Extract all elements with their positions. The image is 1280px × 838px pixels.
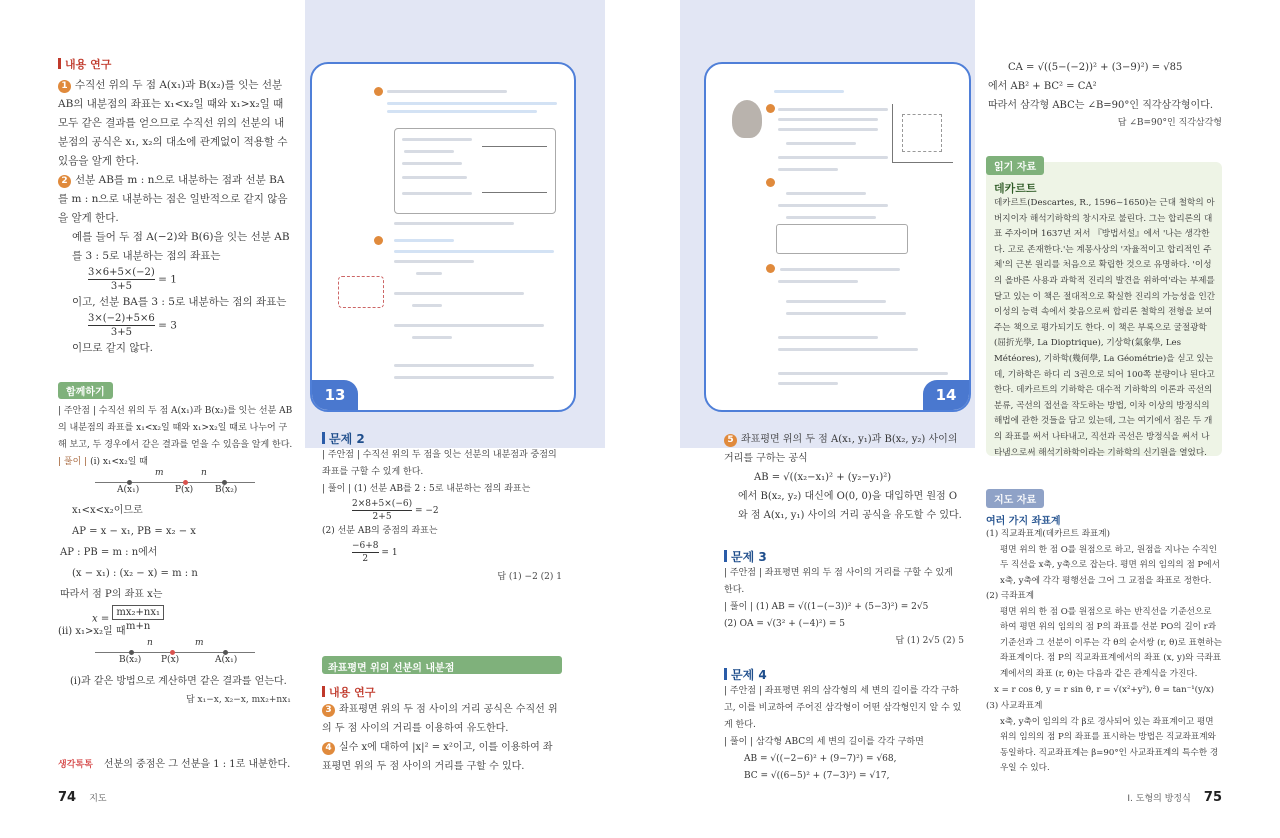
together-intro: | 주안점 | 수직선 위의 두 점 A(x₁)과 B(x₂)를 잇는 선분 AB의 내분점의 좌표를 x₁<x₂일 때와 x₁>x₂일 때로 나누어 구해 보고, 두 경우에서 같은 결과를 얻을 수 있음을 알게 한다. bbox=[58, 406, 293, 450]
problem-4 bbox=[724, 666, 964, 785]
problem-2-bar bbox=[322, 432, 325, 444]
page14-line bbox=[778, 372, 948, 375]
problem-2-denominator-2: 2 bbox=[362, 554, 369, 564]
page13-line bbox=[402, 192, 472, 195]
problem-2-numerator-1: 2×8+5×(−6) bbox=[352, 499, 413, 509]
left-column bbox=[58, 56, 293, 358]
derivation bbox=[60, 500, 297, 633]
problem-4-line-2: BC = √((6−5)² + (7−3)²) = √17, bbox=[744, 771, 890, 781]
right-page-number: 75 bbox=[1203, 790, 1222, 805]
textbook-page-13 bbox=[310, 62, 576, 412]
tip-box bbox=[58, 752, 298, 771]
item-number-2: 2 bbox=[58, 175, 71, 188]
problem-2-solution: | 풀이 | (1) 선분 AB를 2 : 5로 내분하는 점의 좌표는 bbox=[322, 484, 531, 494]
reading-title: 데카르트 bbox=[994, 182, 1037, 195]
ca-answer: 답 ∠B=90°인 직각삼각형 bbox=[1117, 118, 1222, 128]
page13-line bbox=[394, 260, 474, 263]
case-2-text: (i)과 같은 방법으로 계산하면 같은 결과를 얻는다. bbox=[70, 676, 287, 687]
problem-3-title-text: 문제 3 bbox=[731, 550, 767, 564]
page13-line bbox=[394, 239, 454, 242]
case-2-answer: 답 x₁−x, x₂−x, mx₂+nx₁ bbox=[186, 695, 291, 705]
problem-2-answer: 답 (1) −2 (2) 1 bbox=[497, 572, 562, 582]
page14-bullet-4 bbox=[766, 178, 775, 187]
number-line-1-label-a: A(x₁) bbox=[117, 485, 140, 495]
example-end: 이므로 같지 않다. bbox=[72, 342, 154, 354]
page14-bullet-5 bbox=[766, 264, 775, 273]
number-line-2-label-p: P(x) bbox=[161, 655, 180, 665]
problem-2-solution-2: (2) 선분 AB의 중점의 좌표는 bbox=[322, 526, 438, 536]
guide-item-2-title: (2) 극좌표계 bbox=[986, 591, 1035, 601]
example-formula-1 bbox=[58, 266, 293, 293]
guide-label-text: 지도 자료 bbox=[994, 495, 1037, 506]
page13-number-line bbox=[482, 146, 547, 147]
section-header-text: 좌표평면 위의 선분의 내분점 bbox=[328, 663, 455, 674]
page14-line bbox=[778, 118, 878, 121]
problem-2 bbox=[322, 430, 562, 582]
tip-label: 생각톡톡 bbox=[58, 760, 93, 770]
page13-line bbox=[394, 376, 554, 379]
guide-item-3-text: x축, y축이 임의의 각 β로 경사되어 있는 좌표계이고 평면 위의 임의의 점 P의 좌표를 표시하는 방법은 직교좌표계와 동일하다. 직교좌표계는 β=90°인 사교좌표계의 특수한 경우일 수 있다. bbox=[1000, 716, 1219, 773]
content-heading-2-text: 내용 연구 bbox=[329, 686, 376, 699]
page14-line bbox=[778, 108, 888, 111]
example-formula-2 bbox=[58, 312, 293, 339]
number-line-2-label-a: A(x₁) bbox=[215, 655, 238, 665]
content-item-4-text: 실수 x에 대하여 |x|² = x²이고, 이를 이용하여 좌표평면 위의 두 점 사이의 거리를 구할 수 있다. bbox=[322, 742, 553, 772]
ca-relation: 에서 AB² + BC² = CA² bbox=[988, 81, 1097, 92]
page14-line bbox=[778, 382, 838, 385]
problem-3-solution-2: (2) OA = √(3² + (−4)²) = 5 bbox=[724, 619, 845, 629]
item-number-5: 5 bbox=[724, 434, 737, 447]
item-number-4: 4 bbox=[322, 742, 335, 755]
problem-2-result-1: = −2 bbox=[414, 506, 439, 516]
problem-3-solution-1: | 풀이 | (1) AB = √((1−(−3))² + (5−3)²) = 2√5 bbox=[724, 602, 929, 612]
page13-line bbox=[394, 364, 534, 367]
case-2-label: (ii) x₁>x₂일 때 bbox=[58, 626, 126, 637]
number-line-1-axis bbox=[95, 482, 255, 483]
example-result-2: = 3 bbox=[158, 319, 177, 332]
derivation-line-2: AP = x − x₁, PB = x₂ − x bbox=[72, 526, 196, 537]
content-heading bbox=[58, 56, 293, 72]
solution-tag: | 풀이 | bbox=[58, 457, 88, 467]
content-research-2 bbox=[322, 684, 562, 776]
page13-bullet-2 bbox=[374, 236, 383, 245]
page13-line bbox=[394, 324, 544, 327]
page14-line bbox=[786, 300, 886, 303]
page14-line bbox=[778, 128, 878, 131]
example-result-1: = 1 bbox=[158, 273, 177, 286]
reading-box bbox=[986, 162, 1222, 456]
number-line-2-label-m: m bbox=[195, 638, 204, 648]
page14-line bbox=[778, 336, 878, 339]
page14-line bbox=[786, 142, 856, 145]
problem-2-numerator-2: −6+8 bbox=[352, 541, 379, 551]
left-page-number: 74 bbox=[58, 790, 77, 805]
together-section bbox=[58, 380, 293, 471]
page13-side-note bbox=[338, 276, 384, 308]
number-line-1-label-p: P(x) bbox=[175, 485, 194, 495]
example-denominator-1: 3+5 bbox=[110, 281, 132, 292]
example-denominator-2: 3+5 bbox=[110, 327, 132, 338]
problem-4-title bbox=[724, 666, 964, 683]
page14-line bbox=[780, 268, 900, 271]
page13-line bbox=[394, 222, 514, 225]
number-line-2-axis bbox=[95, 652, 255, 653]
guide-item-2-text: 평면 위의 한 점 O를 원점으로 하는 반직선을 기준선으로 하여 평면 위의 임의의 점 P의 좌표를 선분 PO의 길이 r과 기준선과 그 선분이 이루는 각 θ의 순서쌍 (r, θ)로 표현하는 좌표계이다. 점 P의 직교좌표계에서의 좌표 (x, y)와 극좌표계에서의 좌표 (r, θ)는 다음과 같은 관계식을 가진다. bbox=[1000, 606, 1222, 679]
content-item-5 bbox=[724, 430, 964, 468]
page14-formula-box bbox=[776, 224, 908, 254]
page13-line bbox=[412, 304, 442, 307]
textbook-page-14 bbox=[704, 62, 971, 412]
ca-formula: CA = √((5−(−2))² + (3−9)²) = √85 bbox=[1008, 62, 1183, 73]
left-page-footer bbox=[58, 786, 107, 805]
content-item-5-block bbox=[724, 430, 964, 525]
content-heading-2 bbox=[322, 684, 562, 700]
problem-3 bbox=[724, 548, 964, 646]
page13-line bbox=[394, 250, 554, 253]
tip-text: 선분의 중점은 그 선분을 1 : 1로 내분한다. bbox=[103, 759, 291, 770]
derivation-line-1: x₁<x<x₂이므로 bbox=[72, 505, 143, 516]
problem-2-title-text: 문제 2 bbox=[329, 432, 365, 446]
page13-line bbox=[394, 292, 524, 295]
number-line-2-label-n: n bbox=[147, 638, 153, 648]
number-line-1 bbox=[95, 470, 255, 500]
page13-number: 13 bbox=[312, 380, 358, 410]
item-number-1: 1 bbox=[58, 80, 71, 93]
guide-item-1-title: (1) 직교좌표계(데카르트 좌표계) bbox=[986, 529, 1110, 539]
problem-4-continued bbox=[988, 58, 1222, 128]
problem-2-focus: | 주안점 | 수직선 위의 두 점을 잇는 선분의 내분점과 중점의 좌표를 구할 수 있게 한다. bbox=[322, 450, 557, 477]
page13-line bbox=[412, 336, 452, 339]
case-1-label: (i) x₁<x₂일 때 bbox=[90, 457, 148, 467]
item-number-3: 3 bbox=[322, 704, 335, 717]
page13-line bbox=[387, 102, 557, 105]
problem-2-result-2: = 1 bbox=[381, 548, 398, 558]
guide-item-3-title: (3) 사교좌표계 bbox=[986, 701, 1043, 711]
content-item-2-text: 선분 AB를 m : n으로 내분하는 점과 선분 BA를 m : n으로 내분하는 점은 일반적으로 같지 않음을 알게 한다. bbox=[58, 174, 288, 224]
content-item-3 bbox=[322, 700, 562, 738]
heading-bar bbox=[58, 58, 61, 69]
page14-line bbox=[778, 204, 888, 207]
problem-4-title-text: 문제 4 bbox=[731, 668, 767, 682]
page13-line bbox=[387, 110, 537, 113]
page14-graph-rect bbox=[902, 114, 942, 152]
derivation-line-4: (x − x₁) : (x₂ − x) = m : n bbox=[72, 568, 198, 579]
number-line-1-label-m: m bbox=[155, 468, 164, 478]
page13-line bbox=[402, 162, 462, 165]
content-item-4 bbox=[322, 738, 562, 776]
page13-line bbox=[402, 138, 472, 141]
guide-section bbox=[986, 488, 1222, 777]
problem-2-formula-2 bbox=[322, 540, 562, 565]
content-item-1 bbox=[58, 76, 293, 171]
content-item-3-text: 좌표평면 위의 두 점 사이의 거리 공식은 수직선 위의 두 점 사이의 거리를 이용하여 유도한다. bbox=[322, 704, 558, 734]
content-item-5-text: 좌표평면 위의 두 점 A(x₁, y₁)과 B(x₂, y₂) 사이의 거리를 구하는 공식 bbox=[724, 434, 958, 464]
page14-line bbox=[778, 156, 888, 159]
derivation-denominator: m+n bbox=[126, 621, 151, 632]
page13-bullet-1 bbox=[374, 87, 383, 96]
problem-2-denominator-1: 2+5 bbox=[372, 512, 392, 522]
content-item-1-text: 수직선 위의 두 점 A(x₁)과 B(x₂)를 잇는 선분 AB의 내분점의 좌표는 x₁<x₂일 때와 x₁>x₂일 때 모두 같은 결과를 얻으므로 수직선 위의 선분의 내분점의 공식은 x₁, x₂의 대소에 관계없이 적용할 수 있음을 알게 한다. bbox=[58, 79, 288, 167]
page14-line bbox=[786, 192, 866, 195]
content-heading-text: 내용 연구 bbox=[65, 58, 112, 71]
number-line-2 bbox=[95, 640, 255, 670]
derivation-line-5: 따라서 점 P의 좌표 x는 bbox=[60, 589, 163, 600]
reading-label-text: 읽기 자료 bbox=[994, 162, 1037, 173]
right-page-footer bbox=[1100, 786, 1222, 805]
page13-line bbox=[387, 90, 507, 93]
descartes-portrait bbox=[732, 100, 762, 138]
reading-label bbox=[986, 156, 1044, 175]
page13-number-line bbox=[482, 192, 547, 193]
example-mid: 이고, 선분 BA를 3 : 5로 내분하는 점의 좌표는 bbox=[72, 296, 287, 308]
page13-line bbox=[404, 150, 454, 153]
problem-4-bar bbox=[724, 668, 727, 680]
content-item-2 bbox=[58, 171, 293, 228]
page14-bullet-3 bbox=[766, 104, 775, 113]
page14-line bbox=[778, 348, 918, 351]
ca-conclusion: 따라서 삼각형 ABC는 ∠B=90°인 직각삼각형이다. bbox=[988, 100, 1214, 111]
page14-line bbox=[774, 90, 844, 93]
number-line-1-label-n: n bbox=[201, 468, 207, 478]
example-numerator-1: 3×6+5×(−2) bbox=[88, 267, 155, 278]
page13-line bbox=[402, 176, 467, 179]
guide-item-1-text: 평면 위의 한 점 O를 원점으로 하고, 원점을 지나는 수직인 두 직선을 x축, y축으로 잡는다. 평면 위의 임의의 점 P에서 x축, y축에 각각 평행선을 그어 그 교점을 좌표로 정한다. bbox=[1000, 544, 1220, 586]
together-solution bbox=[58, 454, 293, 471]
right-page-chapter: I. 도형의 방정식 bbox=[1127, 794, 1191, 804]
page13-line bbox=[416, 272, 442, 275]
problem-4-line-1: AB = √((−2−6)² + (9−7)²) = √68, bbox=[744, 754, 897, 764]
section-header bbox=[322, 656, 562, 674]
derivation-line-3: AP : PB = m : n에서 bbox=[60, 547, 158, 558]
page14-number: 14 bbox=[923, 380, 969, 410]
guide-title: 여러 가지 좌표계 bbox=[986, 516, 1061, 527]
problem-3-title bbox=[724, 548, 964, 565]
together-label: 함께하기 bbox=[58, 382, 113, 399]
content-item-5-formula: AB = √((x₂−x₁)² + (y₂−y₁)²) bbox=[754, 472, 892, 483]
page14-line bbox=[778, 168, 838, 171]
left-page-label: 지도 bbox=[89, 794, 107, 804]
page14-line bbox=[778, 280, 858, 283]
derivation-line-6: x = $\frac{\text{mx₂+nx₁}}{m+n}$ bbox=[72, 605, 297, 633]
problem-3-focus: | 주안점 | 좌표평면 위의 두 점 사이의 거리를 구할 수 있게 한다. bbox=[724, 568, 953, 595]
example-intro: 예를 들어 두 점 A(−2)와 B(6)을 잇는 선분 AB를 3 : 5로 내분하는 점의 좌표는 bbox=[72, 231, 290, 262]
number-line-2-label-b: B(x₂) bbox=[119, 655, 142, 665]
content-item-5-text-2: 에서 B(x₂, y₂) 대신에 O(0, 0)을 대입하면 원점 O와 점 A(x₁, y₁) 사이의 거리 공식을 유도할 수 있다. bbox=[738, 491, 962, 521]
example-numerator-2: 3×(−2)+5×6 bbox=[88, 313, 155, 324]
problem-4-focus: | 주안점 | 좌표평면 위의 삼각형의 세 변의 길이를 각각 구하고, 이를 비교하여 주어진 삼각형이 어떤 삼각형인지 알 수 있게 한다. bbox=[724, 686, 962, 730]
derivation-numerator: mx₂+nx₁ bbox=[112, 605, 164, 620]
reading-text: 데카르트(Descartes, R., 1596~1650)는 근대 철학의 아버지이자 해석기하학의 창시자로 불린다. 그는 합리론의 대표 주자이며 1637년 저서 『방법서설』에서 '나는 생각한다. 고로 존재한다.'는 계몽사상의 '자율적이고 합리적인 주체'의 근본 원리를 처음으로 확립한 것으로 유명하다. '이성의 올바른 사용과 과학적 진리의 발견을 위하여'라는 부제를 달고 있는 이 책은 절대적으로 확실한 진리의 가능성을 인간 이성의 능력 속에서 찾음으로써 합리론 철학의 전형을 보여 주는 책으로 평가되기도 한다. 이 책은 부록으로 굴절광학(屈折光學, La Dioptrique), 기상학(氣象學, Les Météores), 기하학(幾何學, La Géométrie)을 싣고 있는데, 기하학은 하디 리 3권으로 되어 100쪽 분량이나 된다고 한다. 데카르트의 기하학은 대수적 기하학의 이론과 곡선의 분류, 곡선의 접선을 작도하는 방법, 이차 이상의 방정식의 해법에 관한 것들을 담고 있는데, 그는 여기에서 점은 두 개의 좌표를 써서 나타내고, 직선과 곡선은 방정식을 써서 나타냄으로써 해석기하학이라는 기하학의 신기원을 열었다. bbox=[994, 198, 1216, 458]
page14-line bbox=[786, 312, 906, 315]
guide-item-2-formula: x = r cos θ, y = r sin θ, r = √(x²+y²), θ = tan⁻¹(y/x) bbox=[994, 685, 1214, 695]
number-line-1-label-b: B(x₂) bbox=[215, 485, 238, 495]
problem-4-solution: | 풀이 | 삼각형 ABC의 세 변의 길이를 각각 구하면 bbox=[724, 737, 924, 747]
problem-2-formula-1 bbox=[322, 498, 562, 523]
problem-3-answer: 답 (1) 2√5 (2) 5 bbox=[895, 636, 964, 646]
heading-bar bbox=[322, 686, 325, 697]
problem-2-title bbox=[322, 430, 562, 447]
guide-label bbox=[986, 489, 1044, 508]
problem-3-bar bbox=[724, 550, 727, 562]
page14-line bbox=[786, 216, 876, 219]
